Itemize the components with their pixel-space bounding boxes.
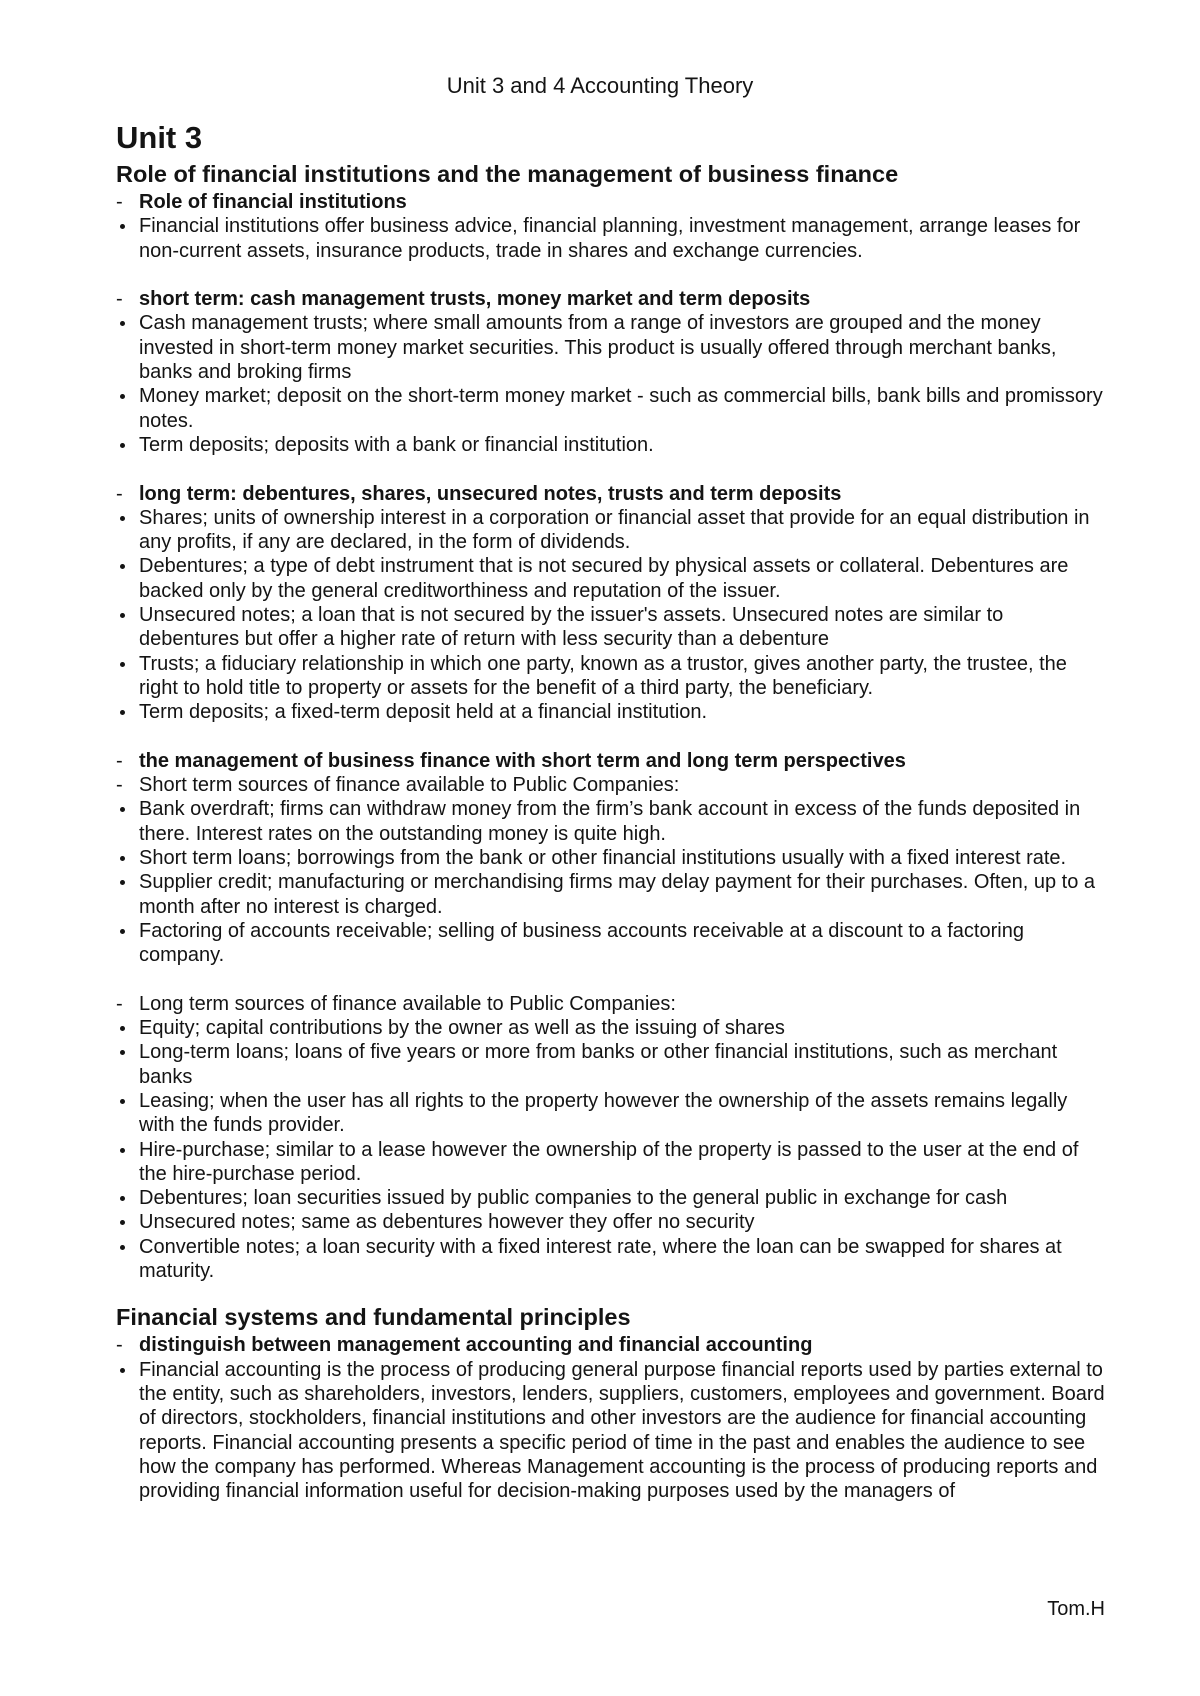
sub-list-heading-text: Long term sources of finance available to Public Companies: bbox=[139, 992, 676, 1015]
bullet-icon bbox=[120, 516, 125, 521]
bullet-icon bbox=[120, 1148, 125, 1153]
subsection-heading-text: distinguish between management accounting and financial accounting bbox=[139, 1334, 813, 1357]
list-item bbox=[116, 384, 1106, 433]
subsection-heading bbox=[116, 287, 1106, 311]
list-item-text: Debentures; loan securities issued by public companies to the general public in exchange for cash bbox=[139, 1187, 1008, 1210]
list-item-text: Debentures; a type of debt instrument that is not secured by physical assets or collateral. Debentures are backed only by the general creditworthiness and reputation of the issuer. bbox=[139, 555, 1069, 602]
bullet-icon bbox=[120, 1050, 125, 1055]
list-item bbox=[116, 1210, 1106, 1234]
list-item-text: Long-term loans; loans of five years or more from banks or other financial institutions, such as merchant banks bbox=[139, 1041, 1058, 1088]
list-item-text: Leasing; when the user has all rights to the property however the ownership of the assets remains legally with the funds provider. bbox=[139, 1089, 1068, 1137]
bullet-icon bbox=[120, 1196, 125, 1201]
bullet-icon bbox=[120, 1368, 125, 1373]
unit-heading: Unit 3 bbox=[116, 120, 203, 155]
list-item bbox=[116, 1040, 1106, 1089]
list-item-text: Shares; units of ownership interest in a corporation or financial asset that provide for an equal distribution in any profits, if any are declared, in the form of dividends. bbox=[139, 506, 1090, 554]
bullet-icon bbox=[120, 856, 125, 861]
list-item-text: Term deposits; a fixed-term deposit held at a financial institution. bbox=[139, 701, 708, 724]
sub-list-heading-text: Short term sources of finance available to Public Companies: bbox=[139, 774, 680, 797]
list-item bbox=[116, 433, 1106, 457]
section-heading: Financial systems and fundamental principles bbox=[116, 1304, 631, 1331]
list-item-text: Money market; deposit on the short-term money market - such as commercial bills, bank bills and promissory notes. bbox=[139, 385, 1103, 432]
bullet-icon bbox=[120, 443, 125, 448]
list-item bbox=[116, 919, 1106, 968]
list-item bbox=[116, 311, 1106, 384]
list-item bbox=[116, 846, 1106, 870]
list-item bbox=[116, 214, 1106, 263]
bullet-icon bbox=[120, 1245, 125, 1250]
dash-marker: - bbox=[116, 288, 123, 311]
bullet-icon bbox=[120, 662, 125, 667]
bullet-icon bbox=[120, 1099, 125, 1104]
list-item-text: Short term loans; borrowings from the bank or other financial institutions usually with a fixed interest rate. bbox=[139, 847, 1067, 870]
subsection-heading bbox=[116, 749, 1106, 773]
list-item-text: Equity; capital contributions by the owner as well as the issuing of shares bbox=[139, 1017, 785, 1040]
list-item-text: Convertible notes; a loan security with a fixed interest rate, where the loan can be swapped for shares at maturity. bbox=[139, 1235, 1062, 1283]
list-item-text: Unsecured notes; same as debentures however they offer no security bbox=[139, 1211, 755, 1234]
list-item bbox=[116, 506, 1106, 555]
list-item bbox=[116, 1089, 1106, 1138]
bullet-icon bbox=[120, 710, 125, 715]
bullet-icon bbox=[120, 1220, 125, 1225]
bullet-icon bbox=[120, 321, 125, 326]
list-item-text: Supplier credit; manufacturing or merchandising firms may delay payment for their purchases. Often, up to a month after no interest is charged. bbox=[139, 871, 1096, 918]
bullet-icon bbox=[120, 807, 125, 812]
list-item bbox=[116, 1235, 1106, 1284]
bullet-icon bbox=[120, 880, 125, 885]
list-item bbox=[116, 603, 1106, 652]
subsection-heading-text: the management of business finance with short term and long term perspectives bbox=[139, 749, 906, 772]
bullet-icon bbox=[120, 613, 125, 618]
dash-marker: - bbox=[116, 992, 123, 1015]
list-item bbox=[116, 1186, 1106, 1210]
dash-marker: - bbox=[116, 749, 123, 772]
list-item-text: Cash management trusts; where small amounts from a range of investors are grouped and the money invested in short-term money market securities. This product is usually offered through merchant banks, banks and broking firms bbox=[139, 312, 1057, 384]
list-item-text: Financial institutions offer business advice, financial planning, investment management, arrange leases for non-current assets, insurance products, trade in shares and exchange currencies. bbox=[139, 215, 1081, 262]
bullet-icon bbox=[120, 394, 125, 399]
list-item-text: Unsecured notes; a loan that is not secured by the issuer's assets. Unsecured notes are similar to debentures but offer a higher rate of return with less security than a debenture bbox=[139, 604, 1004, 651]
list-item-text: Term deposits; deposits with a bank or financial institution. bbox=[139, 433, 654, 456]
list-item bbox=[116, 1138, 1106, 1187]
list-item bbox=[116, 700, 1106, 724]
section-heading: Role of financial institutions and the management of business finance bbox=[116, 161, 899, 187]
sub-list-heading bbox=[116, 992, 1106, 1016]
list-item-text: Bank overdraft; firms can withdraw money from the firm’s bank account in excess of the funds deposited in there. Interest rates on the outstanding money is quite high. bbox=[139, 798, 1081, 845]
sub-list-heading bbox=[116, 773, 1106, 797]
dash-marker: - bbox=[116, 774, 123, 797]
bullet-icon bbox=[120, 224, 125, 229]
bullet-icon bbox=[120, 564, 125, 569]
subsection-heading bbox=[116, 190, 1106, 214]
list-item bbox=[116, 652, 1106, 701]
list-item bbox=[116, 797, 1106, 846]
document-title: Unit 3 and 4 Accounting Theory bbox=[446, 73, 754, 98]
list-item-text: Trusts; a fiduciary relationship in which one party, known as a trustor, gives another party, the trustee, the right to hold title to property or assets for the benefit of a third party, the beneficiary. bbox=[139, 652, 1067, 699]
list-item-text: Hire-purchase; similar to a lease however the ownership of the property is passed to the user at the end of the hire-purchase period. bbox=[139, 1138, 1079, 1185]
document-body bbox=[116, 118, 1106, 1503]
subsection-heading-text: long term: debentures, shares, unsecured notes, trusts and term deposits bbox=[139, 482, 842, 505]
list-item-text: Financial accounting is the process of producing general purpose financial reports used by parties external to the entity, such as shareholders, investors, lenders, suppliers, customers, employees and government. Board of directors, stockholders, financial institutions and other investors are the audience for financial accounting reports. Financial accounting presents a specific period of time in the past and enables the audience to see how the company has performed. Whereas Management accounting is the process of producing reports and providing financial information useful for decision-making purposes used by the managers of bbox=[139, 1358, 1105, 1503]
author-signature: Tom.H bbox=[1047, 1598, 1105, 1620]
dash-marker: - bbox=[116, 1334, 123, 1357]
subsection-heading-text: short term: cash management trusts, money market and term deposits bbox=[139, 288, 811, 311]
list-item bbox=[116, 1358, 1106, 1504]
subsection-heading bbox=[116, 1333, 1106, 1357]
dash-marker: - bbox=[116, 191, 123, 213]
list-item bbox=[116, 1016, 1106, 1040]
dash-marker: - bbox=[116, 482, 123, 505]
list-item-text: Factoring of accounts receivable; selling of business accounts receivable at a discount to a factoring company. bbox=[139, 919, 1024, 967]
subsection-heading-text: Role of financial institutions bbox=[139, 191, 407, 213]
bullet-icon bbox=[120, 1026, 125, 1031]
list-item bbox=[116, 554, 1106, 603]
subsection-heading bbox=[116, 482, 1106, 506]
list-item bbox=[116, 870, 1106, 919]
bullet-icon bbox=[120, 929, 125, 934]
